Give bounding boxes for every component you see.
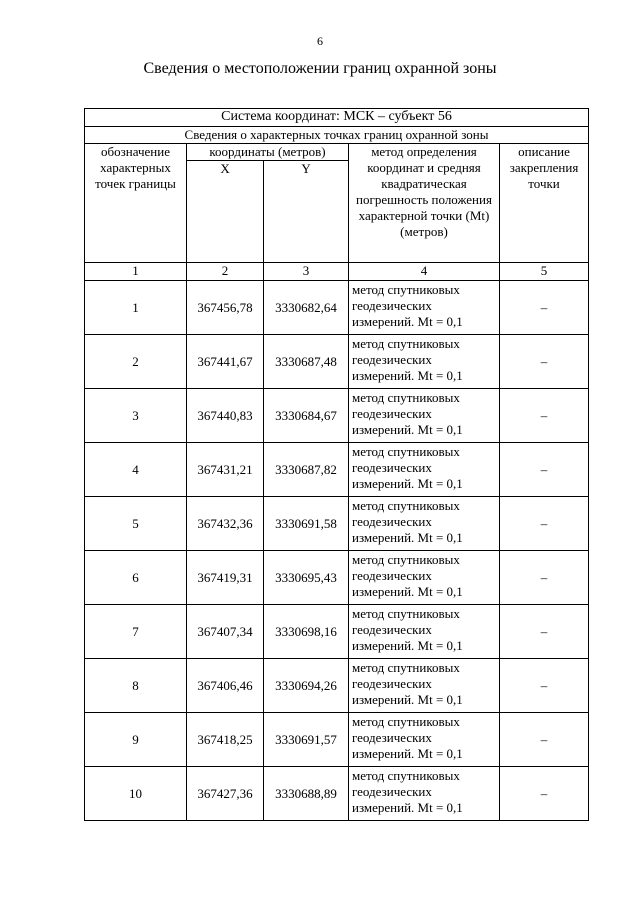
- point-number: 7: [85, 605, 187, 659]
- coordinate-y: 3330691,57: [264, 713, 349, 767]
- method: метод спутниковых геодезических измерений. Mt = 0,1: [349, 551, 500, 605]
- coordinate-x: 367432,36: [187, 497, 264, 551]
- header-designation: [85, 144, 187, 263]
- header-designation-text: обозначение характерных точек границы: [95, 144, 176, 191]
- coordinate-x: 367419,31: [187, 551, 264, 605]
- method: метод спутниковых геодезических измерений. Mt = 0,1: [349, 443, 500, 497]
- point-description: –: [500, 497, 589, 551]
- point-description: –: [500, 443, 589, 497]
- point-description: –: [500, 551, 589, 605]
- table-row: [85, 767, 589, 821]
- boundary-points-table: [84, 108, 589, 821]
- point-number: 10: [85, 767, 187, 821]
- table-row: [85, 497, 589, 551]
- method: метод спутниковых геодезических измерений. Mt = 0,1: [349, 767, 500, 821]
- column-number: 3: [264, 263, 349, 281]
- coordinate-x: 367427,36: [187, 767, 264, 821]
- header-coordinates-label: координаты (метров): [187, 144, 348, 161]
- method: метод спутниковых геодезических измерений. Mt = 0,1: [349, 335, 500, 389]
- header-description-text: описание закрепления точки: [509, 144, 579, 191]
- column-number: 2: [187, 263, 264, 281]
- table-row: [85, 389, 589, 443]
- point-description: –: [500, 389, 589, 443]
- coordinate-x: 367418,25: [187, 713, 264, 767]
- coordinate-y: 3330694,26: [264, 659, 349, 713]
- point-number: 1: [85, 281, 187, 335]
- coordinate-y: 3330687,82: [264, 443, 349, 497]
- column-number: 1: [85, 263, 187, 281]
- coordinate-y: 3330688,89: [264, 767, 349, 821]
- table-row: [85, 281, 589, 335]
- coordinate-system-caption: Система координат: МСК – субъект 56: [85, 109, 589, 127]
- table-row: [85, 659, 589, 713]
- method: метод спутниковых геодезических измерений. Mt = 0,1: [349, 281, 500, 335]
- coordinate-y: 3330682,64: [264, 281, 349, 335]
- point-number: 8: [85, 659, 187, 713]
- method: метод спутниковых геодезических измерений. Mt = 0,1: [349, 659, 500, 713]
- header-method-text: метод определения координат и средняя квадратическая погрешность положения характерной точки (Mt) (метров): [356, 144, 492, 239]
- table-row: [85, 713, 589, 767]
- header-coordinates: [187, 144, 349, 263]
- header-description: [500, 144, 589, 263]
- table-row: [85, 443, 589, 497]
- header-method: [349, 144, 500, 263]
- header-y: Y: [301, 161, 311, 176]
- point-number: 3: [85, 389, 187, 443]
- coordinate-y: 3330691,58: [264, 497, 349, 551]
- table-row: [85, 335, 589, 389]
- coordinate-x: 367431,21: [187, 443, 264, 497]
- method: метод спутниковых геодезических измерений. Mt = 0,1: [349, 713, 500, 767]
- point-number: 5: [85, 497, 187, 551]
- coordinate-y: 3330687,48: [264, 335, 349, 389]
- coordinate-x: 367456,78: [187, 281, 264, 335]
- point-description: –: [500, 713, 589, 767]
- table-row: [85, 551, 589, 605]
- point-description: –: [500, 335, 589, 389]
- column-number: 5: [500, 263, 589, 281]
- coordinate-x: 367441,67: [187, 335, 264, 389]
- table-row: [85, 605, 589, 659]
- point-number: 4: [85, 443, 187, 497]
- point-number: 2: [85, 335, 187, 389]
- point-description: –: [500, 659, 589, 713]
- coordinate-y: 3330698,16: [264, 605, 349, 659]
- point-number: 6: [85, 551, 187, 605]
- document-title: Сведения о местоположении границ охранной зоны: [143, 60, 497, 77]
- page-number: 6: [317, 34, 323, 48]
- coordinate-x: 367440,83: [187, 389, 264, 443]
- method: метод спутниковых геодезических измерений. Mt = 0,1: [349, 497, 500, 551]
- point-number: 9: [85, 713, 187, 767]
- coordinate-y: 3330684,67: [264, 389, 349, 443]
- point-description: –: [500, 605, 589, 659]
- header-x: X: [187, 161, 264, 262]
- point-description: –: [500, 767, 589, 821]
- header-xy: [187, 161, 348, 262]
- method: метод спутниковых геодезических измерений. Mt = 0,1: [349, 389, 500, 443]
- coordinate-y: 3330695,43: [264, 551, 349, 605]
- column-number: 4: [349, 263, 500, 281]
- points-info-caption: Сведения о характерных точках границ охранной зоны: [85, 127, 589, 144]
- coordinate-x: 367406,46: [187, 659, 264, 713]
- point-description: –: [500, 281, 589, 335]
- coordinate-x: 367407,34: [187, 605, 264, 659]
- column-number-row: [85, 263, 589, 281]
- method: метод спутниковых геодезических измерений. Mt = 0,1: [349, 605, 500, 659]
